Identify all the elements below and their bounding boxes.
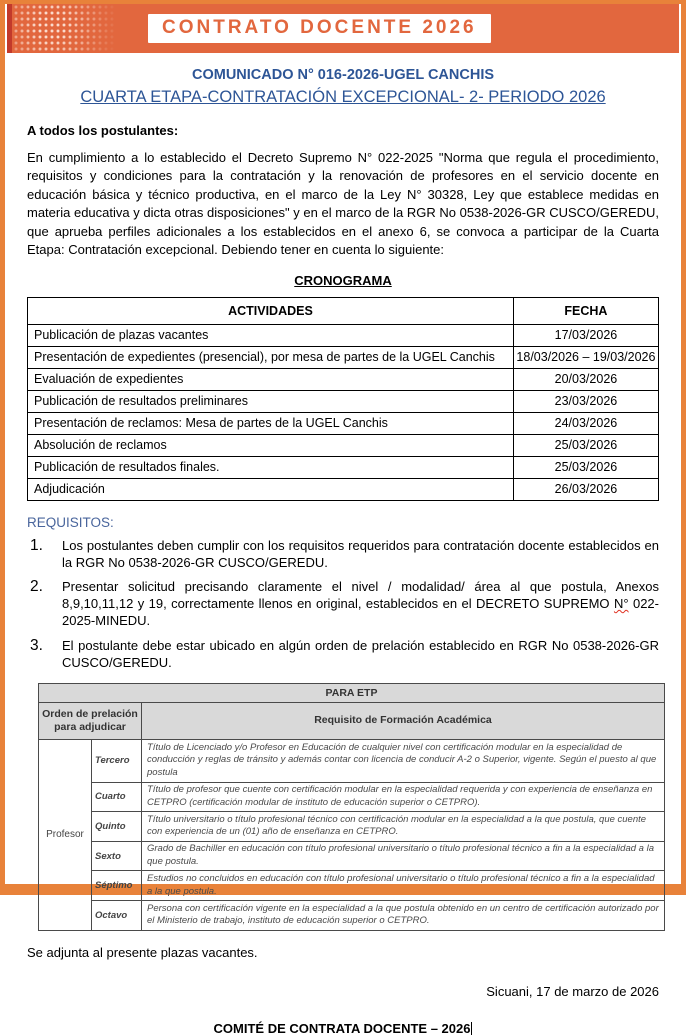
requirement-cell: Grado de Bachiller en educación con título profesional universitario o título profesional técnico a fin a la especialidad a la que postula. <box>142 841 665 871</box>
order-cell: Quinto <box>92 812 142 842</box>
banner-title-box <box>148 14 491 43</box>
activity-cell: Publicación de resultados finales. <box>28 456 514 478</box>
etp-table <box>38 683 665 931</box>
date-cell: 23/03/2026 <box>513 390 658 412</box>
table-row <box>28 412 659 434</box>
table-row <box>28 434 659 456</box>
table-row <box>28 324 659 346</box>
salutation: A todos los postulantes: <box>27 123 179 138</box>
group-label-cell: Profesor <box>39 740 92 931</box>
order-cell: Cuarto <box>92 782 142 812</box>
order-cell: Sexto <box>92 841 142 871</box>
text-cursor <box>471 1022 472 1035</box>
list-item <box>27 578 659 629</box>
table-row <box>28 368 659 390</box>
column-header-actividades: ACTIVIDADES <box>28 297 514 324</box>
date-cell: 25/03/2026 <box>513 434 658 456</box>
activity-cell: Adjudicación <box>28 478 514 500</box>
column-header-orden: Orden de prelación para adjudicar <box>39 702 142 739</box>
etp-row <box>39 782 665 812</box>
table-row <box>28 478 659 500</box>
etp-row <box>39 901 665 931</box>
etp-row <box>39 740 665 782</box>
spellcheck-marked-text: N° <box>613 596 629 612</box>
list-item-text-part: Presentar solicitud precisando claramente el nivel / modalidad/ área al que postula, Anexos 8,9,10,11,12 y 19, correctamente llenos en original, establecidos en el DECRETO SUPREMO <box>62 579 659 612</box>
committee-signature <box>27 1021 659 1036</box>
etp-table-title: PARA ETP <box>39 683 665 702</box>
document-body <box>5 53 681 1036</box>
activity-cell: Absolución de reclamos <box>28 434 514 456</box>
requirement-cell: Persona con certificación vigente en la especialidad a la que postula obtenido en un centro de certificación autorizado por el Ministerio de trabajo, instituto de educación superior o CETPRO. <box>142 901 665 931</box>
requisitos-heading: REQUISITOS: <box>27 514 114 530</box>
list-item-text: Los postulantes deben cumplir con los requisitos requeridos para contratación docente establecidos en la RGR No 0538-2026-GR CUSCO/GEREDU. <box>62 537 659 570</box>
date-cell: 20/03/2026 <box>513 368 658 390</box>
list-item-text-part: 022-2025-MINEDU. <box>62 596 659 629</box>
requirement-cell: Título de profesor que cuente con certificación modular en la especialidad requerida y con experiencia de enseñanza en CETPRO (certificación modular de instituto de educación superior o CETPRO). <box>142 782 665 812</box>
requirement-cell: Título de Licenciado y/o Profesor en Educación de cualquier nivel con certificación modular en la especialidad de conducción y reglas de tránsito y además contar con licencia de conducir A-2 o Superior, vigente. Según el puesto al que postula <box>142 740 665 782</box>
banner-title: CONTRATO DOCENTE 2026 <box>162 17 477 38</box>
list-item <box>27 537 659 571</box>
column-header-fecha: FECHA <box>513 297 658 324</box>
list-item-number: 2. <box>30 578 43 596</box>
attachment-note: Se adjunta al presente plazas vacantes. <box>27 944 258 960</box>
column-header-requisito: Requisito de Formación Académica <box>142 702 665 739</box>
activity-cell: Presentación de reclamos: Mesa de partes de la UGEL Canchis <box>28 412 514 434</box>
communique-title: COMUNICADO N° 016-2026-UGEL CANCHIS <box>191 67 495 83</box>
list-item <box>27 637 659 671</box>
list-item-number: 1. <box>30 536 43 554</box>
committee-text: COMITÉ DE CONTRATA DOCENTE – 2026 <box>213 1020 471 1036</box>
communique-subtitle: CUARTA ETAPA-CONTRATACIÓN EXCEPCIONAL- 2- PERIODO 2026 <box>80 88 606 106</box>
order-cell: Tercero <box>92 740 142 782</box>
etp-row <box>39 841 665 871</box>
activity-cell: Evaluación de expedientes <box>28 368 514 390</box>
activity-cell: Presentación de expedientes (presencial), por mesa de partes de la UGEL Canchis <box>28 346 514 368</box>
list-item-number: 3. <box>30 636 43 654</box>
date-cell: 25/03/2026 <box>513 456 658 478</box>
etp-row <box>39 871 665 901</box>
place-date: Sicuani, 17 de marzo de 2026 <box>486 983 659 999</box>
banner-dot-pattern <box>13 4 115 53</box>
table-row <box>28 456 659 478</box>
list-item-text: El postulante debe estar ubicado en algún orden de prelación establecido en RGR No 0538-2026-GR CUSCO/GEREDU. <box>62 637 659 670</box>
activity-cell: Publicación de resultados preliminares <box>28 390 514 412</box>
etp-row <box>39 812 665 842</box>
requirement-cell: Estudios no concluidos en educación con título profesional universitario o título profesional técnico a fin a la especialidad a la que postula. <box>142 871 665 901</box>
order-cell: Octavo <box>92 901 142 931</box>
activity-cell: Publicación de plazas vacantes <box>28 324 514 346</box>
table-header-row <box>28 297 659 324</box>
header-banner <box>7 4 679 53</box>
intro-paragraph: En cumplimiento a lo establecido el Decreto Supremo N° 022-2025 "Norma que regula el procedimiento, requisitos y condiciones para la contratación y la renovación de profesores en el servicio docente en educación básica y técnico productiva, en el marco de la Ley N° 30328, Ley que establece medidas en materia educativa y dicta otras disposiciones" y en el marco de la RGR No 0538-2026-GR CUSCO/GEREDU, que aprueba perfiles adicionales a los establecidos en el anexo 6, se convoca a participar de la Cuarta Etapa: Contratación excepcional. Debiendo tener en cuenta lo siguiente: <box>27 150 659 258</box>
etp-header-row <box>39 702 665 739</box>
cronograma-table <box>27 297 659 501</box>
etp-title-row <box>39 683 665 702</box>
requisitos-list <box>27 537 659 671</box>
banner-red-strip <box>7 4 12 53</box>
list-item-text <box>62 578 659 629</box>
date-cell: 24/03/2026 <box>513 412 658 434</box>
requirement-cell: Título universitario o título profesional técnico con certificación modular en la especialidad a la que postula, que cuente con experiencia de un (01) año de enseñanza en CETPRO. <box>142 812 665 842</box>
date-cell: 18/03/2026 – 19/03/2026 <box>513 346 658 368</box>
table-row <box>28 346 659 368</box>
order-cell: Séptimo <box>92 871 142 901</box>
date-cell: 26/03/2026 <box>513 478 658 500</box>
table-row <box>28 390 659 412</box>
date-cell: 17/03/2026 <box>513 324 658 346</box>
cronograma-heading: CRONOGRAMA <box>294 272 392 288</box>
